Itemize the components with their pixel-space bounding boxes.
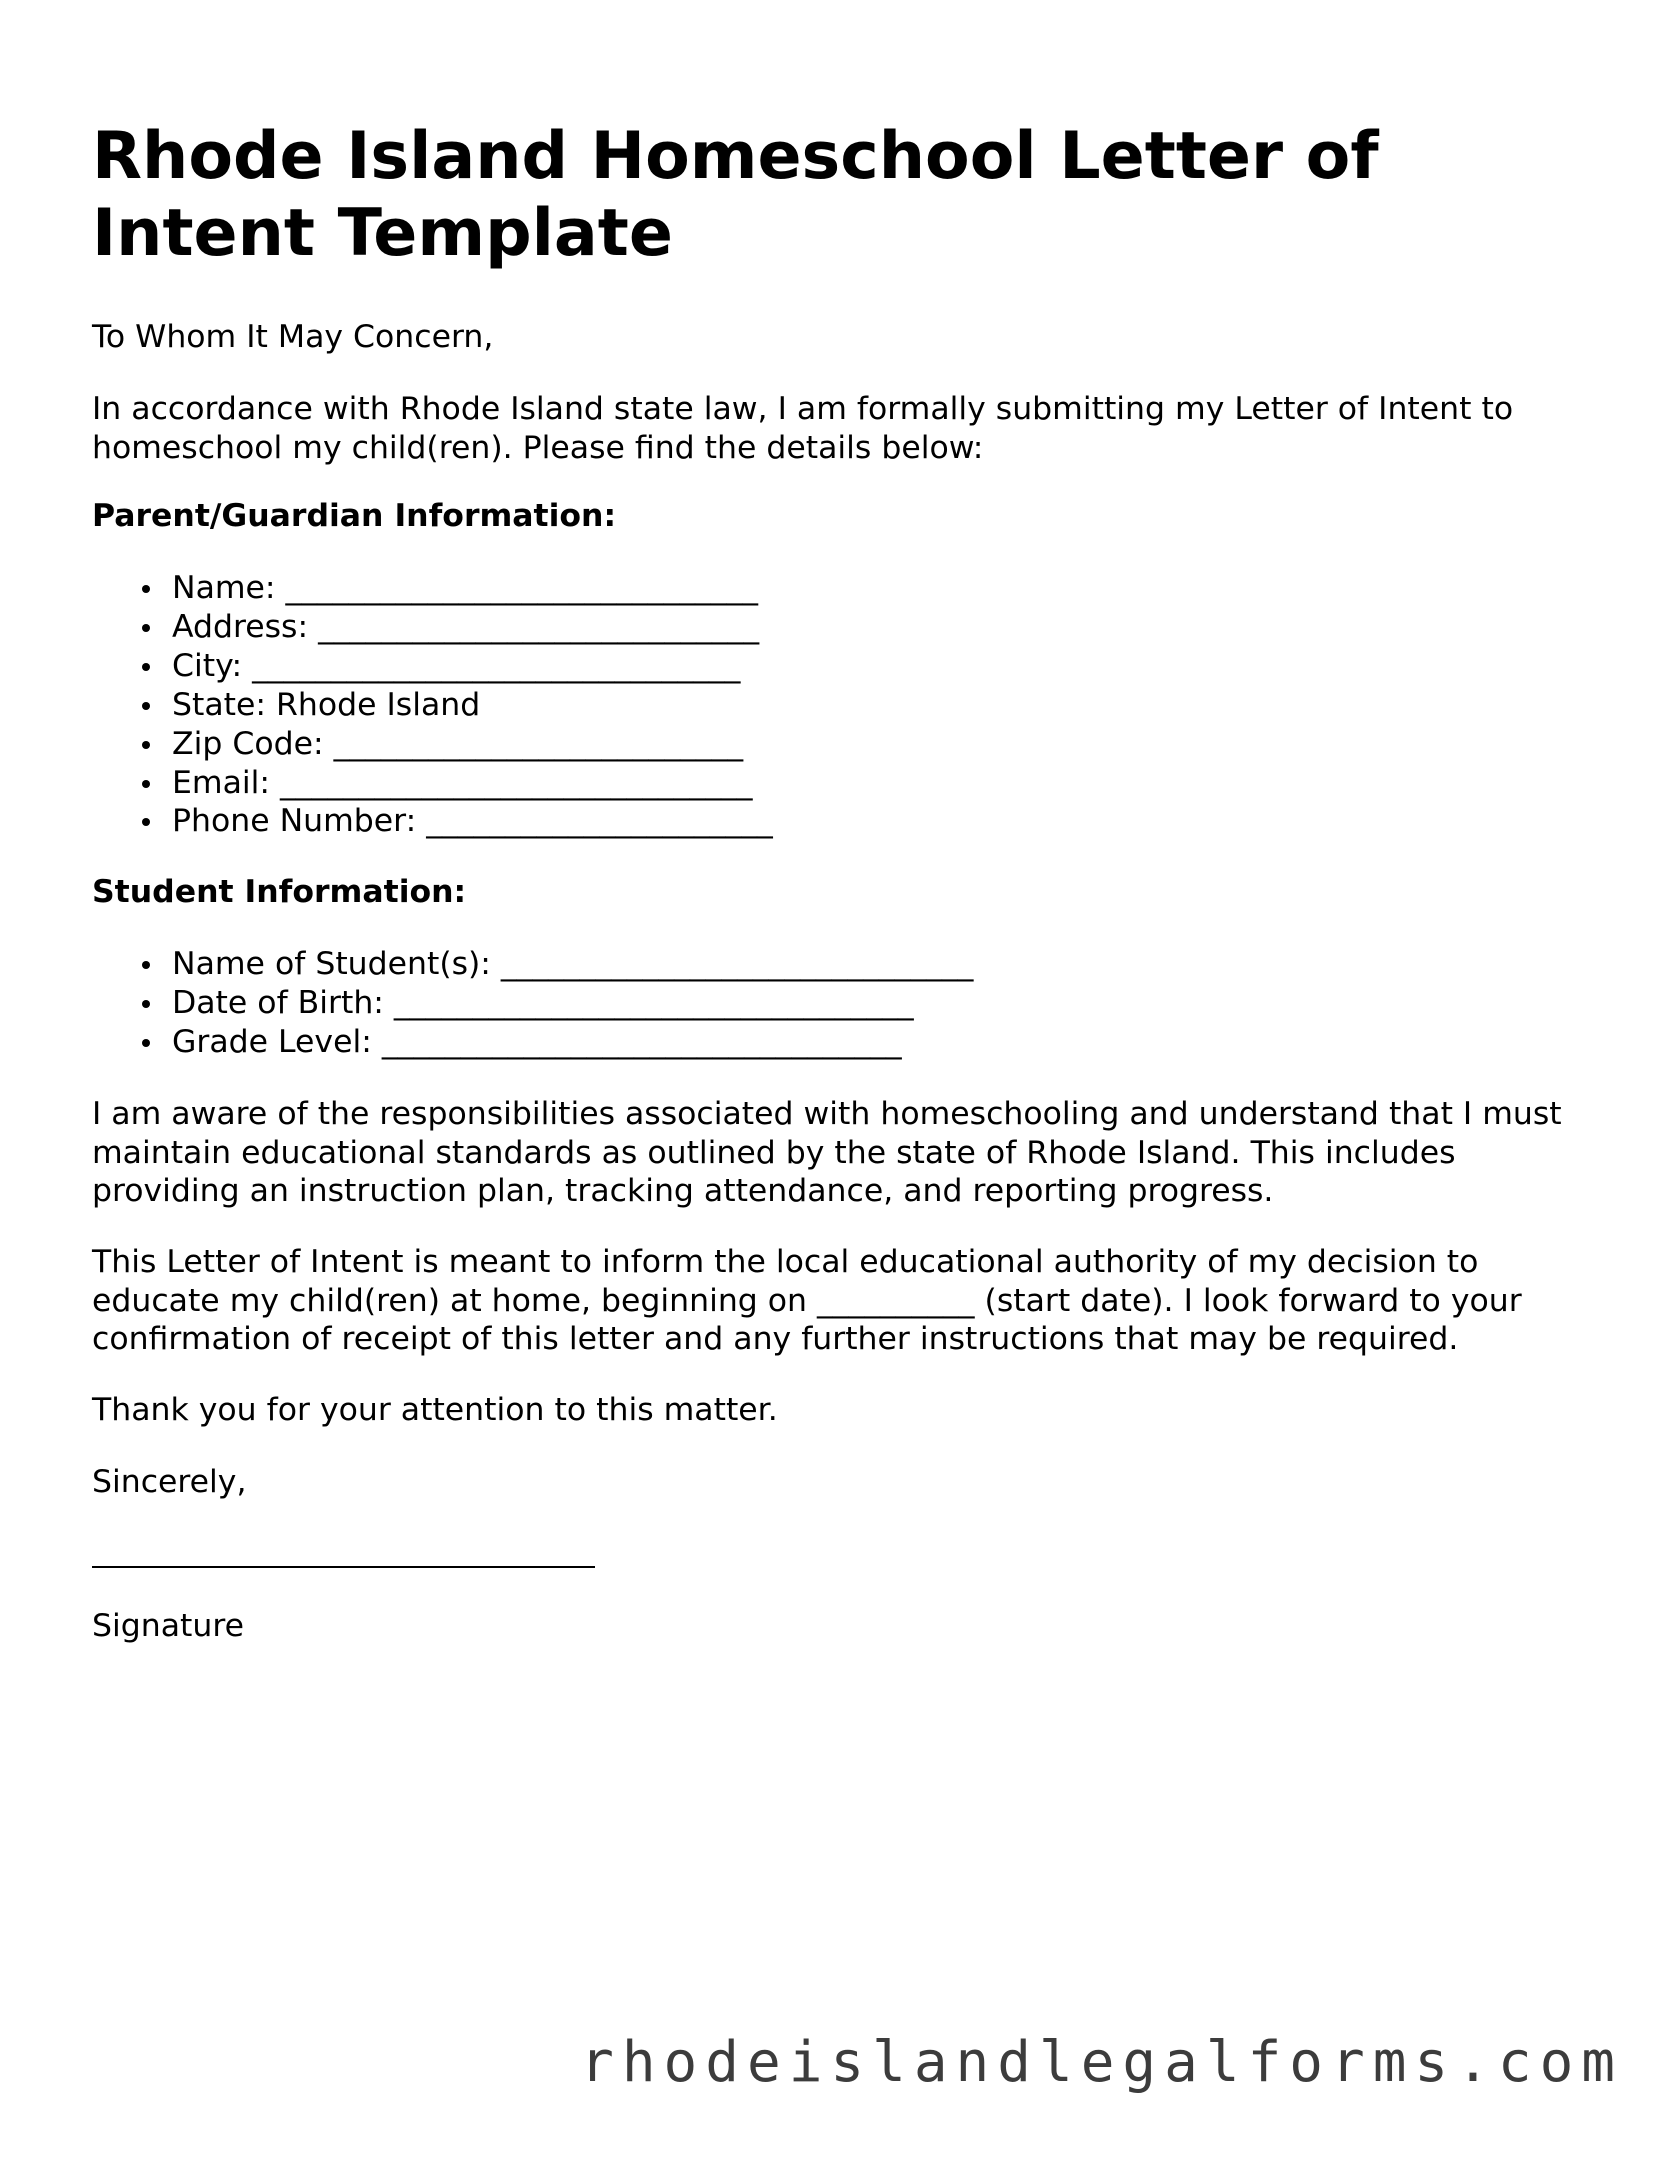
parent-info-list	[92, 569, 773, 841]
list-item-student-name: Name of Student(s): ______________________________	[172, 946, 974, 982]
watermark: rhodeislandlegalforms.com	[580, 2030, 1623, 2095]
list-item-grade-level: Grade Level: _________________________________	[172, 1023, 973, 1062]
thanks-line: Thank you for your attention to this matter.	[92, 1392, 778, 1428]
list-item-name: Name: ______________________________	[172, 569, 773, 608]
responsibilities-paragraph: I am aware of the responsibilities associated with homeschooling and understand that I must maintain educational standards as outlined by the state of Rhode Island. This includes providing an instruction plan, tracking attendance, and reporting progress.	[92, 1096, 1562, 1209]
intro-paragraph: In accordance with Rhode Island state law, I am formally submitting my Letter of Intent to homeschool my child(ren). Please find the details below:	[92, 391, 1514, 466]
salutation: To Whom It May Concern,	[92, 319, 494, 355]
list-item-phone-number: Phone Number: ______________________	[172, 803, 773, 840]
page-title: Rhode Island Homeschool Letter of Intent Template	[92, 119, 1379, 271]
list-item-email: Email: ______________________________	[172, 764, 773, 803]
list-item-zip-code: Zip Code: __________________________	[172, 725, 773, 764]
closing: Sincerely,	[92, 1464, 247, 1500]
intent-paragraph: This Letter of Intent is meant to inform the local educational authority of my decision to educate my child(ren) at home, beginning on __________ (start date). I look forward to your confirmation of receipt of this letter and any further instructions that may be required.	[92, 1244, 1522, 1357]
student-section-heading: Student Information:	[92, 874, 467, 910]
list-item-address: Address: ____________________________	[172, 608, 773, 647]
list-item-state: State: Rhode Island	[172, 686, 773, 725]
list-item-city: City: _______________________________	[172, 647, 773, 686]
student-info-list	[92, 945, 973, 1062]
signature-label: Signature	[92, 1608, 244, 1644]
list-item-date-of-birth: Date of Birth: _________________________________	[172, 984, 973, 1023]
parent-section-heading: Parent/Guardian Information:	[92, 498, 617, 534]
signature-line	[92, 1530, 595, 1568]
